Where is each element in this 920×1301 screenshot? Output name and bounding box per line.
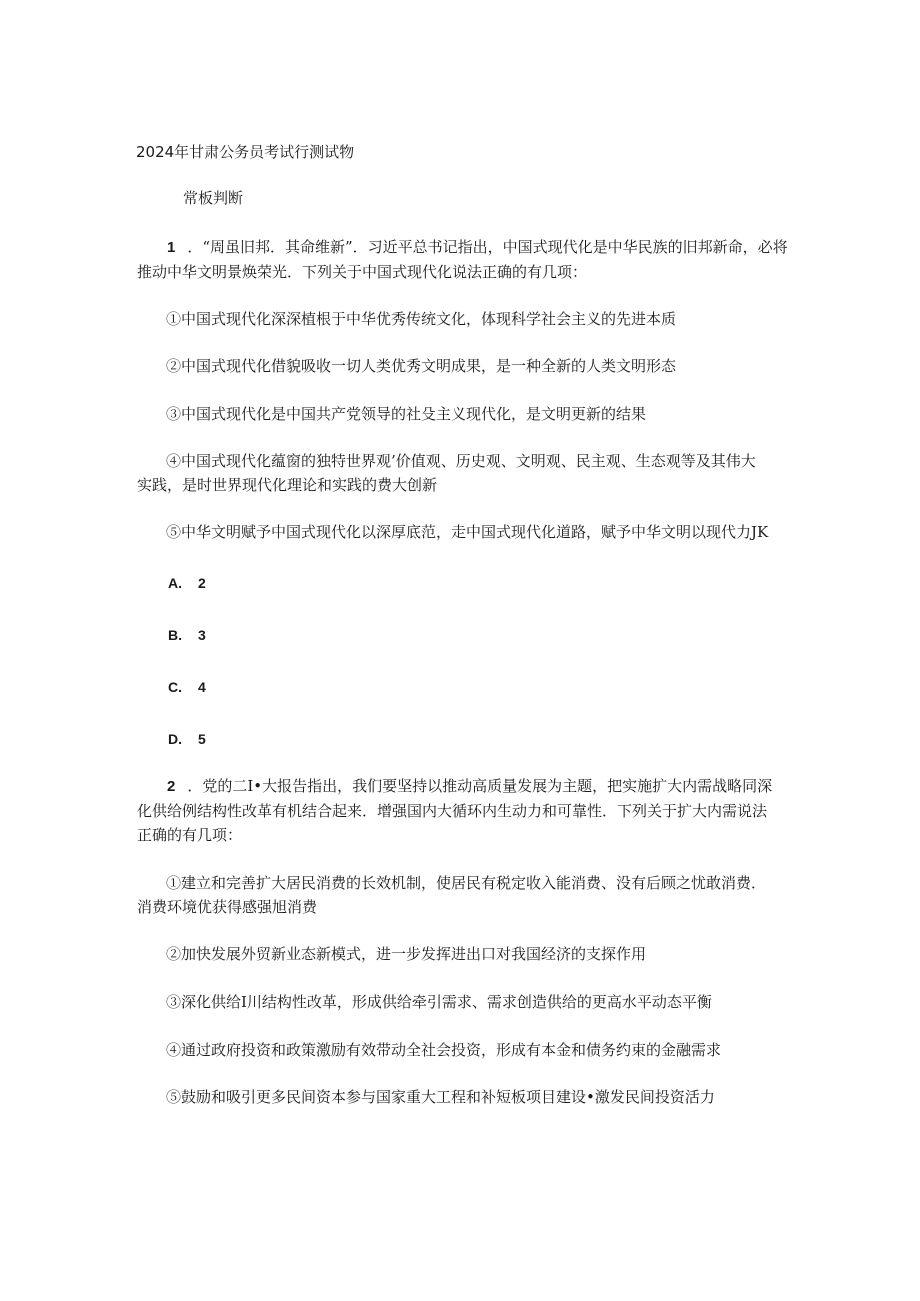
question-1-item-1: ①中国式现代化深深植根于中华优秀传统文化，体现科学社会主义的先进本质 (166, 310, 677, 328)
question-1-item-5: ⑤中华文明赋予中国式现代化以深厚底范，走中国式现代化道路，赋予中华文明以现代力JK (166, 523, 769, 541)
question-1-stem-line-1 (167, 237, 788, 258)
question-2-item-3: ③深化供给I川结构性改革，形成供给牵引需求、需求创造供给的更高水平动态平衡 (166, 993, 712, 1011)
section-heading: 常板判断 (183, 189, 244, 207)
question-1-option-d[interactable] (168, 729, 206, 749)
question-1-item-4-line-2: 实践，是时世界现代化理论和实践的费大创新 (137, 476, 438, 494)
question-2-stem-line-1 (167, 776, 772, 797)
option-letter: D. (168, 731, 182, 747)
question-2-item-2: ②加快发展外贸新业态新模式，进一步发挥进出口对我国经济的支探作用 (166, 945, 647, 963)
question-1-option-a[interactable] (168, 573, 206, 593)
option-value: 5 (198, 731, 206, 747)
question-1-number: 1 (167, 239, 176, 256)
question-2-item-1-line-2: 消费环境优获得感强旭消费 (137, 898, 318, 916)
question-2-item-4: ④通过政府投资和政策激励有效带动全社会投资，形成有本金和债务约束的金融需求 (166, 1041, 722, 1059)
question-2-item-1-line-1: ①建立和完善扩大居民消费的长效机制，使居民有税定收入能消费、没有后顾之忧敢消费． (166, 874, 767, 892)
question-1-option-b[interactable] (168, 625, 206, 645)
option-value: 3 (198, 627, 206, 643)
option-value: 4 (198, 679, 206, 695)
option-value: 2 (198, 575, 206, 591)
option-letter: A. (168, 575, 182, 591)
option-letter: C. (168, 679, 182, 695)
question-1-text: ．“周虽旧邦．其命维新”．习近平总书记指出，中国式现代化是中华民族的旧邦新命，必将 (187, 238, 788, 256)
question-2-stem-line-2: 化供给例结构性改革有机结合起来．增强国内大循环内生动力和可靠性．下列关于扩大内需说法 (137, 802, 768, 820)
question-1-option-c[interactable] (168, 677, 206, 697)
question-1-item-3: ③中国式现代化是中国共产党领导的社殳主义现代化，是文明更新的结果 (166, 405, 647, 423)
question-2-item-5: ⑤鼓励和吸引更多民间资本参与国家重大工程和补短板项目建设•激发民间投资活力 (166, 1088, 715, 1106)
document-title: 2024年甘肃公务员考试行测试物 (136, 143, 355, 161)
option-letter: B. (168, 627, 182, 643)
question-1-item-4-line-1: ④中国式现代化蕴窗的独特世界观’价值观、历史观、文明观、民主观、生态观等及其伟大 (166, 452, 756, 470)
question-1-item-2: ②中国式现代化借貌吸收一切人类优秀文明成果，是一种全新的人类文明形态 (166, 357, 677, 375)
question-2-text: ．党的二I•大报告指出，我们要坚持以推动高质量发展为主题，把实施扩大内需战略同深 (187, 777, 773, 795)
question-2-stem-line-3: 正确的有几项： (137, 826, 243, 844)
question-1-stem-line-2: 推动中华文明景焕荣光．下列关于中国式现代化说法正确的有几项： (137, 263, 588, 281)
question-2-number: 2 (167, 778, 176, 795)
